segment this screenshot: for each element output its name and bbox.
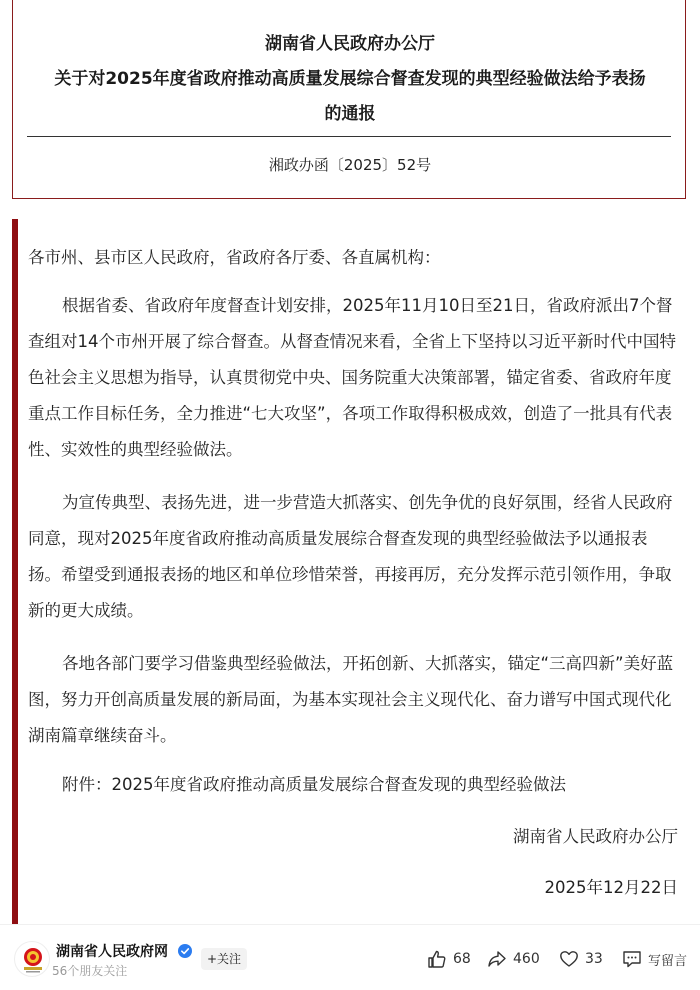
document-header — [12, 0, 686, 199]
issue-date: 2025年12月22日 — [544, 878, 678, 897]
issuer-title: 湖南省人民政府办公厅 — [265, 34, 435, 54]
comment-icon — [622, 949, 642, 969]
footer-divider — [0, 924, 700, 925]
attachment-note: 附件：2025年度省政府推动高质量发展综合督查发现的典型经验做法 — [62, 775, 566, 794]
header-divider — [27, 136, 671, 137]
thumbs-up-icon — [427, 949, 447, 969]
body-paragraph-2: 为宣传典型、表扬先进，进一步营造大抓落实、创先争优的良好氛围，经省人民政府同意，现对2025年度省政府推动高质量发展综合督查发现的典型经验做法予以通报表扬。希望受到通报表扬的地区和单位珍惜荣誉，再接再厉，充分发挥示范引领作用，争取新的更大成绩。 — [28, 493, 673, 620]
body-paragraph-3: 各地各部门要学习借鉴典型经验做法，开拓创新、大抓落实，锚定“三高四新”美好蓝图，努力开创高质量发展的新局面，为基本实现社会主义现代化、奋力谱写中国式现代化湖南篇章继续奋斗。 — [28, 654, 674, 745]
document-title-line2: 的通报 — [324, 104, 376, 124]
salutation: 各市州、县市区人民政府，省政府各厅委、各直属机构： — [28, 248, 441, 267]
account-name[interactable]: 湖南省人民政府网 — [56, 944, 168, 960]
write-comment-label: 写留言 — [648, 953, 688, 969]
account-avatar[interactable] — [14, 941, 50, 977]
like-button[interactable] — [427, 948, 471, 970]
followers-count: 56个朋友关注 — [52, 964, 128, 978]
like-count: 68 — [453, 951, 471, 967]
favorite-count: 33 — [585, 951, 603, 967]
heart-icon — [559, 949, 579, 969]
favorite-button[interactable] — [559, 948, 603, 970]
body-paragraph-1: 根据省委、省政府年度督查计划安排，2025年11月10日至21日，省政府派出7个督查组对14个市州开展了综合督查。从督查情况来看，全省上下坚持以习近平新时代中国特色社会主义思想为指导，认真贯彻党中央、国务院重大决策部署，锚定省委、省政府年度重点工作目标任务，全力推进“七大攻坚”，各项工作取得积极成效，创造了一批具有代表性、实效性的典型经验做法。 — [28, 296, 676, 459]
verified-badge-icon — [178, 944, 192, 958]
emblem-icon — [15, 942, 50, 977]
follow-button[interactable]: +关注 — [201, 948, 247, 970]
signer: 湖南省人民政府办公厅 — [513, 827, 678, 846]
write-comment-button[interactable] — [622, 948, 687, 970]
content-accent-bar — [12, 219, 18, 924]
document-title-line1: 关于对2025年度省政府推动高质量发展综合督查发现的典型经验做法给予表扬 — [54, 69, 646, 89]
share-button[interactable] — [487, 948, 540, 970]
share-arrow-icon — [487, 949, 507, 969]
document-number: 湘政办函〔2025〕52号 — [268, 156, 432, 174]
share-count: 460 — [513, 951, 540, 967]
